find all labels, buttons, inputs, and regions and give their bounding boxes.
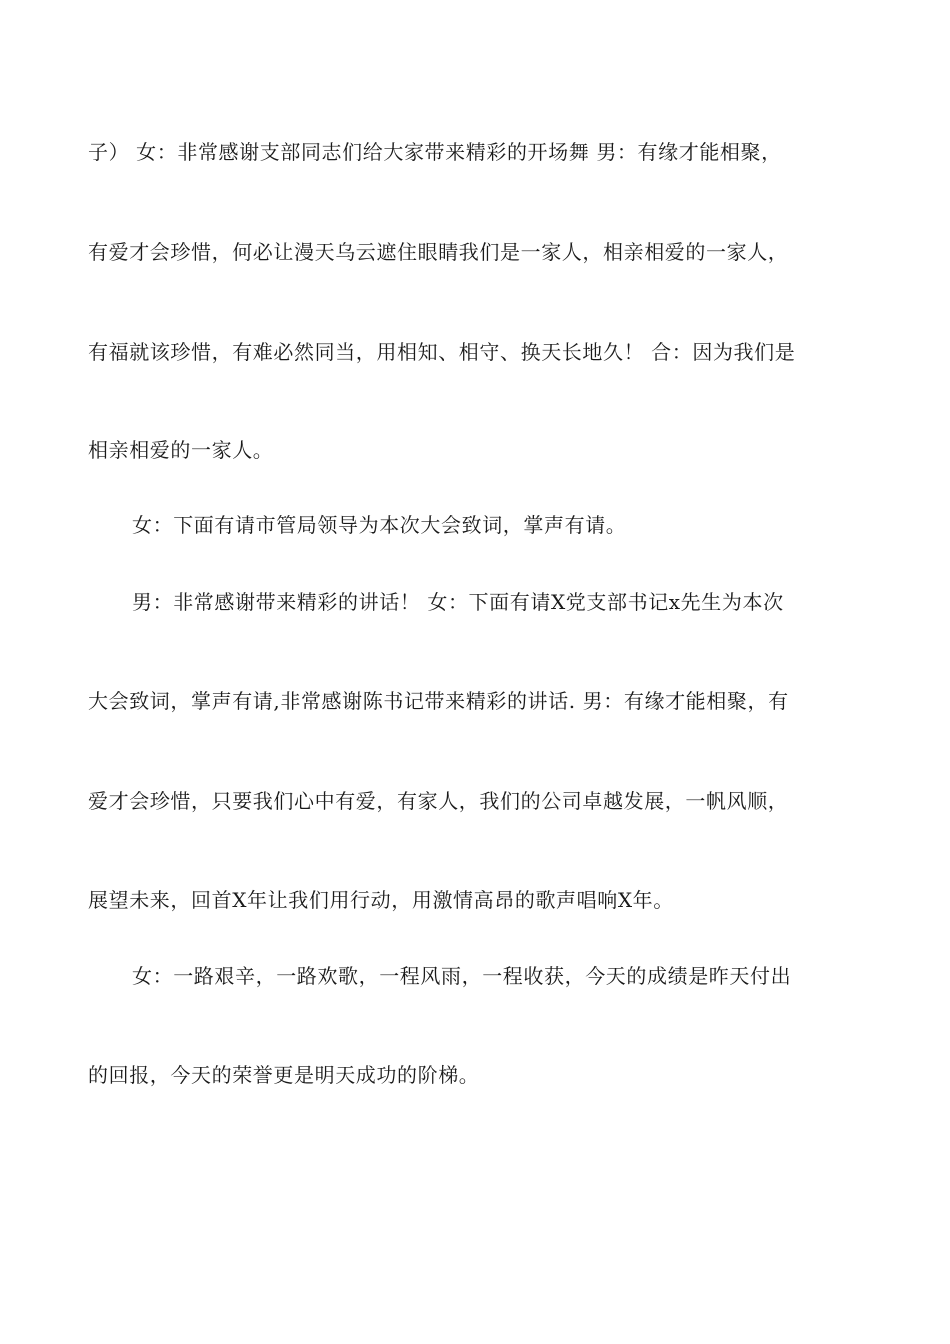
paragraph-line: 男：非常感谢带来精彩的讲话！ 女：下面有请X党支部书记x先生为本次	[132, 590, 784, 614]
text-line: 有福就该珍惜，有难必然同当，用相知、相守、换天长地久！ 合：因为我们是	[88, 340, 796, 364]
paragraph-line: 女：一路艰辛，一路欢歌，一程风雨，一程收获，今天的成绩是昨天付出	[132, 964, 792, 988]
text-line: 展望未来，回首X年让我们用行动，用激情高昂的歌声唱响X年。	[88, 888, 674, 912]
text-line: 爱才会珍惜，只要我们心中有爱，有家人，我们的公司卓越发展，一帆风顺，	[88, 789, 789, 813]
text-line: 相亲相爱的一家人。	[88, 438, 274, 462]
text-line: 有爱才会珍惜，何必让漫天乌云遮住眼睛我们是一家人，相亲相爱的一家人，	[88, 240, 789, 264]
text-line: 的回报，今天的荣誉更是明天成功的阶梯。	[88, 1063, 480, 1087]
paragraph-line: 女：下面有请市管局领导为本次大会致词，掌声有请。	[132, 513, 627, 537]
text-line: 子） 女：非常感谢支部同志们给大家带来精彩的开场舞 男：有缘才能相聚，	[88, 140, 782, 164]
text-line: 大会致词，掌声有请,非常感谢陈书记带来精彩的讲话. 男：有缘才能相聚，有	[88, 689, 789, 713]
